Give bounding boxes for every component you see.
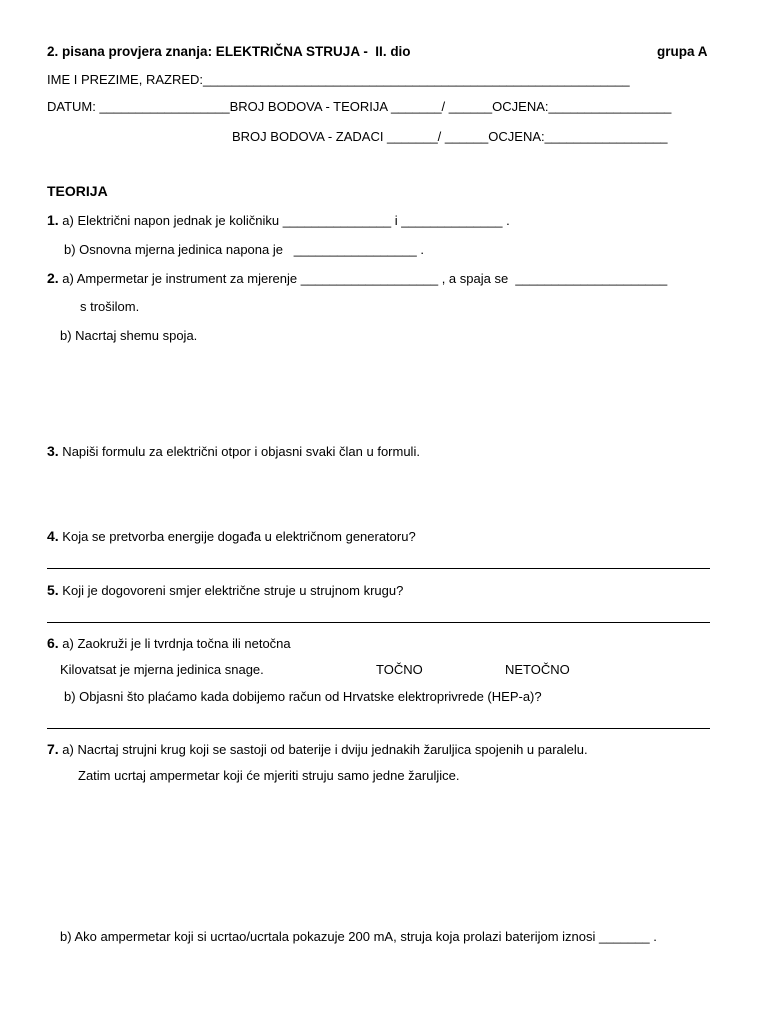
answer-line[interactable] (47, 728, 710, 729)
question-2b: b) Nacrtaj shemu spoja. (60, 328, 198, 343)
question-number: 4. (47, 528, 59, 544)
question-2a-text: a) Ampermetar je instrument za mjerenje ___________________ , a spaja se _____________________ (58, 271, 668, 286)
question-2a-continuation: s trošilom. (80, 299, 140, 314)
section-title: TEORIJA (47, 183, 108, 199)
question-number: 5. (47, 582, 59, 598)
question-7a-continuation: Zatim ucrtaj ampermetar koji će mjeriti struju samo jedne žaruljice. (78, 768, 460, 783)
true-option[interactable]: TOČNO (376, 662, 423, 677)
question-2a (47, 270, 667, 287)
question-6-statement: Kilovatsat je mjerna jedinica snage. (60, 662, 264, 677)
question-4 (47, 528, 416, 545)
question-1a-text: a) Električni napon jednak je količniku _______________ i ______________ . (58, 213, 510, 228)
question-6b: b) Objasni što plaćamo kada dobijemo račun od Hrvatske elektroprivrede (HEP-a)? (64, 689, 542, 704)
date-score-field[interactable]: DATUM: __________________BROJ BODOVA - TEORIJA _______/ ______OCJENA:_________________ (47, 99, 672, 114)
false-option[interactable]: NETOČNO (505, 662, 570, 677)
question-3 (47, 443, 420, 460)
question-1b: b) Osnovna mjerna jedinica napona je _________________ . (64, 242, 424, 257)
question-7a (47, 741, 588, 758)
question-5-text: Koji je dogovoreni smjer električne struje u strujnom krugu? (58, 583, 404, 598)
tasks-score-field[interactable]: BROJ BODOVA - ZADACI _______/ ______OCJENA:_________________ (232, 129, 668, 144)
question-6a-text: a) Zaokruži je li tvrdnja točna ili netočna (58, 636, 291, 651)
question-number: 1. (47, 212, 59, 228)
name-field[interactable]: IME I PREZIME, RAZRED:___________________________________________________________ (47, 72, 630, 87)
group-label: grupa A (657, 44, 708, 59)
answer-line[interactable] (47, 568, 710, 569)
answer-line[interactable] (47, 622, 710, 623)
question-4-text: Koja se pretvorba energije događa u električnom generatoru? (58, 529, 416, 544)
question-number: 7. (47, 741, 59, 757)
question-1a (47, 212, 510, 229)
question-7a-text: a) Nacrtaj strujni krug koji se sastoji od baterije i dviju jednakih žaruljica spojenih u paralelu. (58, 742, 588, 757)
question-5 (47, 582, 403, 599)
question-3-text: Napiši formulu za električni otpor i objasni svaki član u formuli. (58, 444, 420, 459)
question-6a (47, 635, 291, 652)
page-title: 2. pisana provjera znanja: ELEKTRIČNA STRUJA - II. dio (47, 44, 411, 59)
question-number: 6. (47, 635, 59, 651)
question-number: 3. (47, 443, 59, 459)
question-number: 2. (47, 270, 59, 286)
question-7b: b) Ako ampermetar koji si ucrtao/ucrtala pokazuje 200 mA, struja koja prolazi baterijom iznosi _______ . (60, 929, 657, 944)
